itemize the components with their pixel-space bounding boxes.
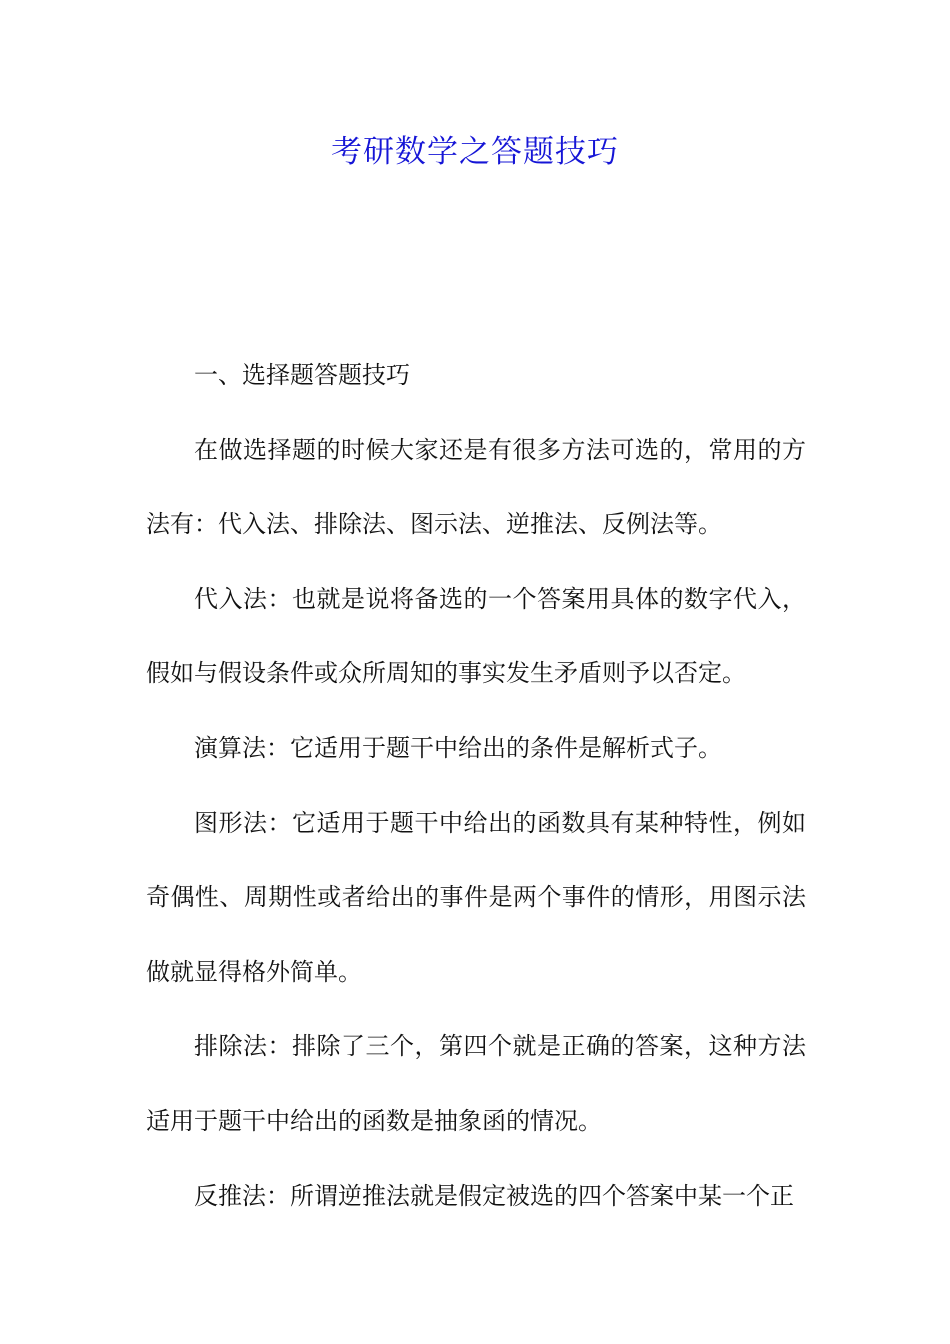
document-title: 考研数学之答题技巧 <box>331 134 619 170</box>
paragraph-calculation-method: 演算法：它适用于题干中给出的条件是解析式子。 <box>194 733 722 762</box>
section-heading-multiple-choice: 一、选择题答题技巧 <box>194 361 410 389</box>
paragraph-intro: 在做选择题的时候大家还是有很多方法可选的，常用的方法有：代入法、排除法、图示法、逆推法、反例法等。 <box>146 435 806 539</box>
paragraph-substitution-method: 代入法：也就是说将备选的一个答案用具体的数字代入，假如与假设条件或众所周知的事实发生矛盾则予以否定。 <box>146 584 806 688</box>
document-body <box>146 338 806 1233</box>
paragraph-elimination-method: 排除法：排除了三个，第四个就是正确的答案，这种方法适用于题干中给出的函数是抽象函的情况。 <box>146 1032 806 1135</box>
paragraph-graphical-method: 图形法：它适用于题干中给出的函数具有某种特性，例如奇偶性、周期性或者给出的事件是两个事件的情形，用图示法做就显得格外简单。 <box>146 808 806 986</box>
paragraph-reverse-method: 反推法：所谓逆推法就是假定被选的四个答案中某一个正 <box>194 1181 794 1210</box>
